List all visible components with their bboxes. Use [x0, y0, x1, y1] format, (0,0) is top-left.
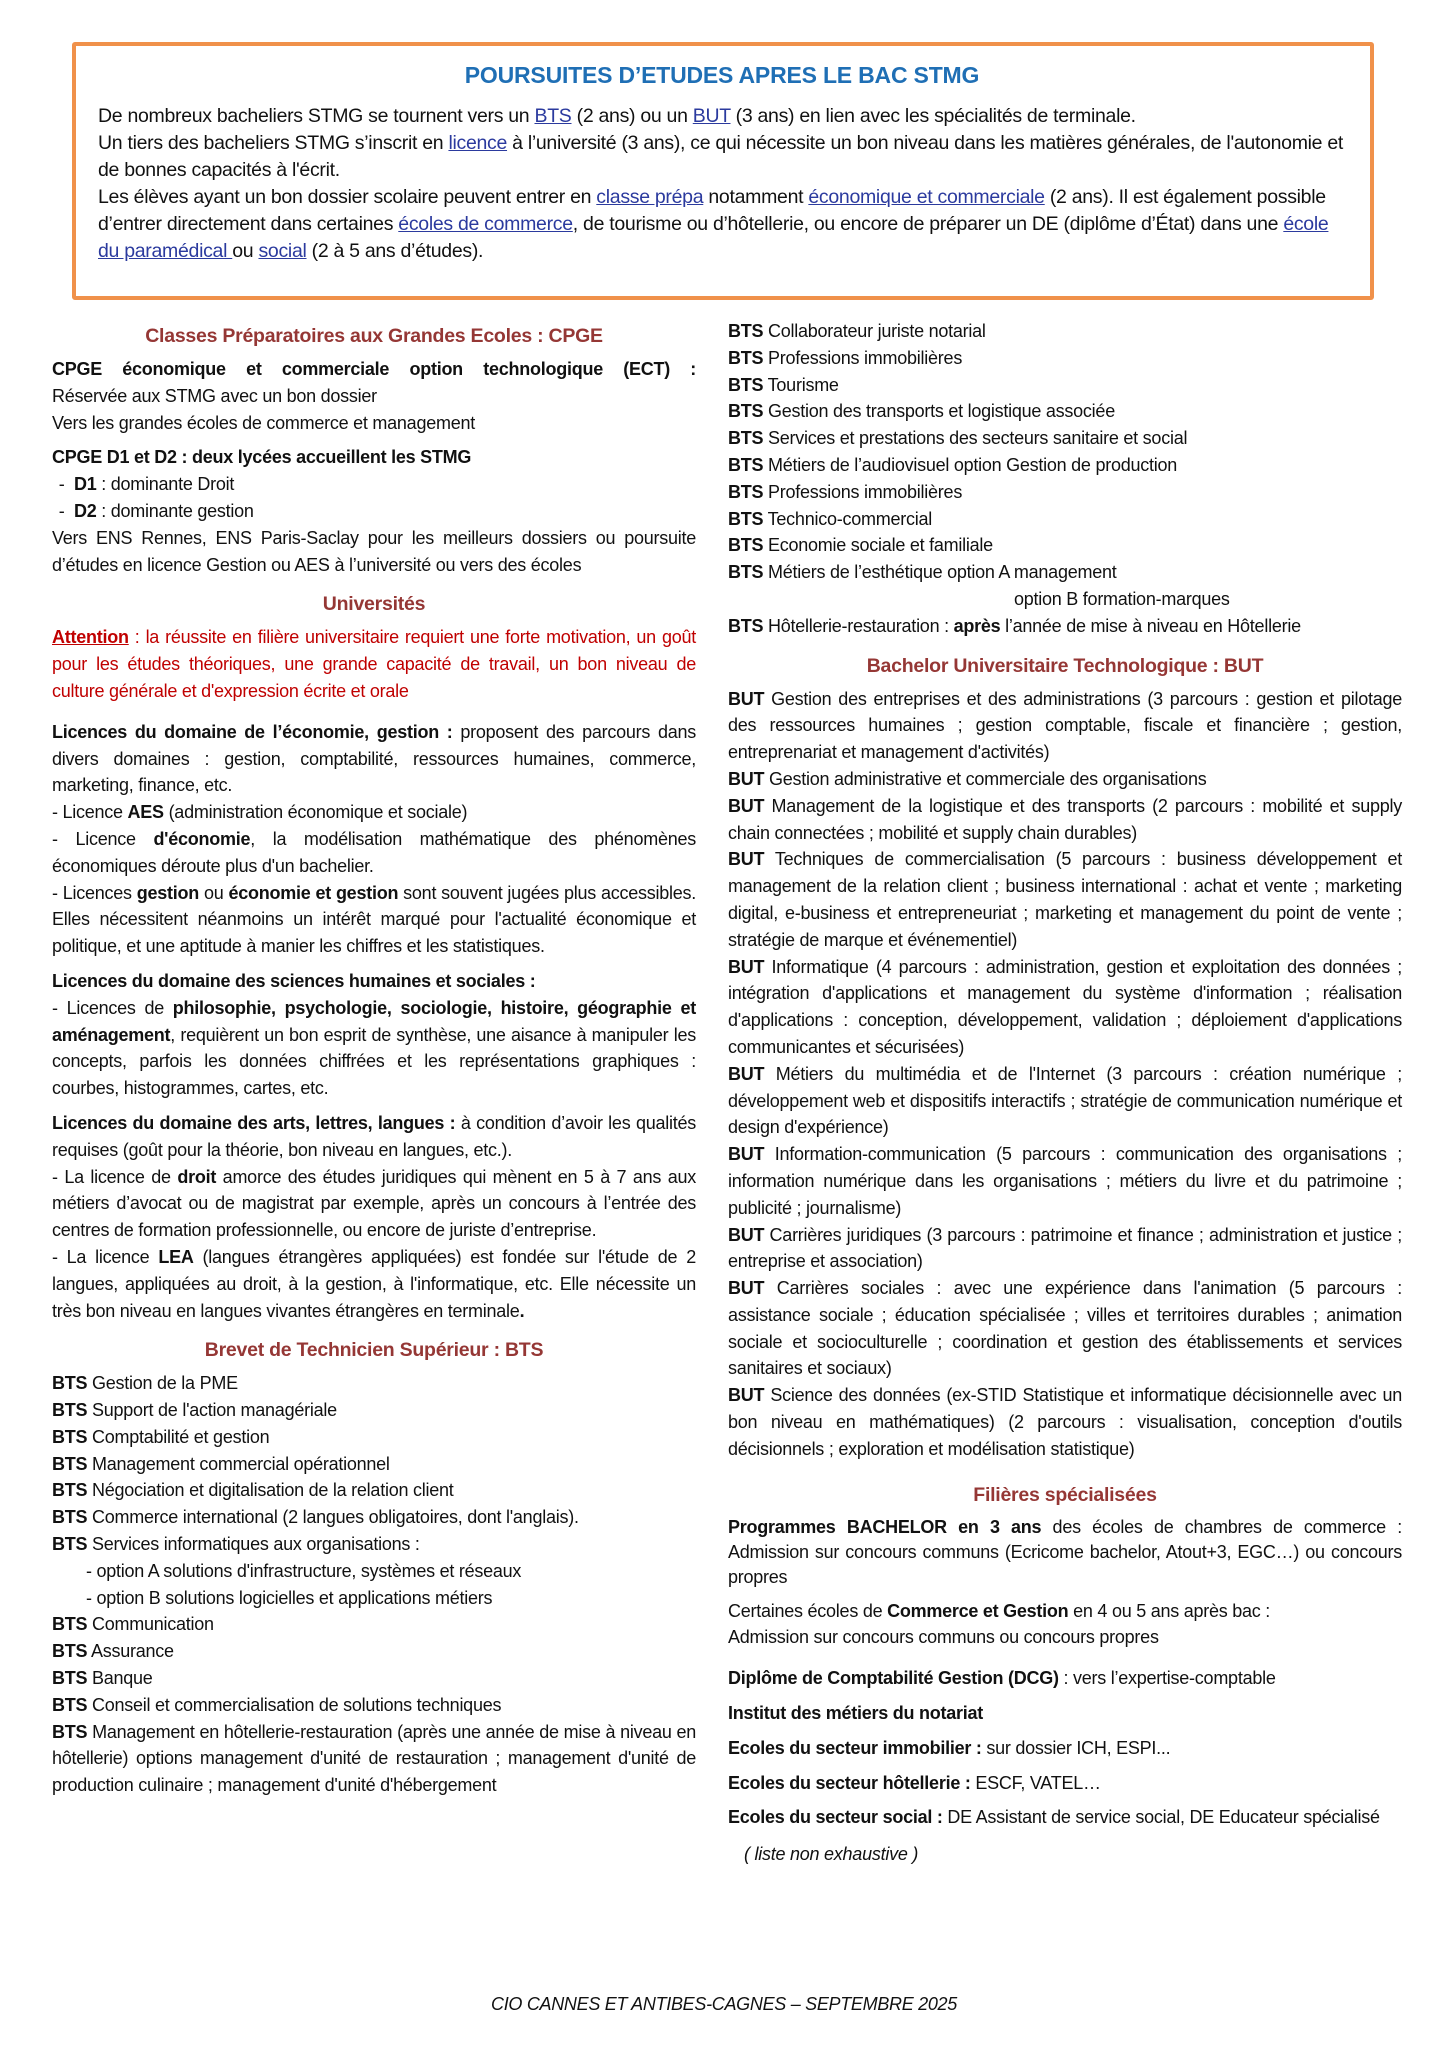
- licence-shs-title: Licences du domaine des sciences humaines et sociales :: [52, 970, 536, 991]
- attention-notice: Attention : la réussite en filière universitaire requiert une forte motivation, un goût pour les études théoriques, une grande capacité de travail, un bon niveau de culture générale et d'expression écrite et orale: [52, 627, 696, 701]
- bts-item: BTS Services informatiques aux organisations :: [52, 1534, 420, 1555]
- bts-item: BTS Services et prestations des secteurs sanitaire et social: [728, 428, 1188, 449]
- cpge-d2: - D2 : dominante gestion: [54, 500, 254, 521]
- bts-item: BTS Métiers de l’esthétique option A management: [728, 562, 1117, 583]
- bts-item: BTS Communication: [52, 1614, 214, 1635]
- bts-item: BTS Professions immobilières: [728, 347, 963, 368]
- section-heading-cpge: Classes Préparatoires aux Grandes Ecoles : CPGE: [145, 325, 603, 347]
- bts-item: BTS Economie sociale et familiale: [728, 535, 993, 556]
- section-heading-universites: Universités: [322, 593, 426, 616]
- cpge-ect-title: CPGE économique et commerciale option technologique (ECT) :: [52, 359, 696, 379]
- cpge-ect-line-2: Vers les grandes écoles de commerce et management: [52, 412, 475, 433]
- filiere-commerce-gestion: Certaines écoles de Commerce et Gestion en 4 ou 5 ans après bac :: [728, 1600, 1271, 1621]
- but-item: BUT Gestion des entreprises et des administrations (3 parcours : gestion et pilotage des ressources humaines ; gestion comptable, fiscale et financière ; gestion, entreprenariat et management d'activités): [728, 688, 1402, 763]
- filiere-immobilier: Ecoles du secteur immobilier : sur dossier ICH, ESPI...: [728, 1737, 1171, 1758]
- link-social[interactable]: social: [258, 240, 307, 262]
- bts-item: BTS Gestion de la PME: [52, 1373, 238, 1394]
- bts-item: BTS Management en hôtellerie-restauration (après une année de mise à niveau en hôtellerie) options management d'unité de restauration ; management d'unité de production culinaire ; management d'unité d'hébergement: [52, 1721, 696, 1796]
- bts-item: BTS Gestion des transports et logistique associée: [728, 401, 1115, 422]
- bts-list-left: [52, 1370, 696, 1558]
- bts-esthetique-option-b: option B formation-marques: [1014, 588, 1230, 609]
- bts-item: BTS Management commercial opérationnel: [52, 1453, 390, 1474]
- but-item: BUT Techniques de commercialisation (5 parcours : business développement et management de la relation client ; business international : achat et vente ; marketing digital, e-business et entrepreneuriat ; marketing et management du point de vente ; stratégie de marque et événementiel): [728, 849, 1402, 950]
- licence-gestion: - Licences gestion ou économie et gestion sont souvent jugées plus accessibles. Elles nécessitent néanmoins un intérêt marqué pour l'actualité économique et politique, et une aptitude à manier les chiffres et les statistiques.: [52, 882, 696, 957]
- filiere-bachelor: Programmes BACHELOR en 3 ans des écoles de chambres de commerce : Admission sur concours communs (Ecricome bachelor, Atout+3, EGC…) ou concours propres: [728, 1516, 1402, 1587]
- bts-item: BTS Support de l'action managériale: [52, 1400, 337, 1421]
- bts-item: BTS Tourisme: [728, 374, 839, 395]
- filiere-hotellerie: Ecoles du secteur hôtellerie : ESCF, VATEL…: [728, 1772, 1101, 1793]
- licence-droit: - La licence de droit amorce des études juridiques qui mènent en 5 à 7 ans aux métiers d’avocat ou de magistrat par exemple, après un concours à l’entrée des centres de formation professionnelle, ou encore de juriste d’entreprise.: [52, 1166, 696, 1241]
- cpge-ect-line-1: Réservée aux STMG avec un bon dossier: [52, 385, 377, 406]
- right-column: [728, 318, 1402, 1868]
- filiere-notariat: Institut des métiers du notariat: [728, 1703, 984, 1724]
- link-economique-commerciale[interactable]: économique et commerciale: [808, 186, 1045, 208]
- intro-paragraph-1: De nombreux bacheliers STMG se tournent vers un BTS (2 ans) ou un BUT (3 ans) en lien avec les spécialités de terminale.: [98, 105, 1136, 127]
- bts-item: BTS Négociation et digitalisation de la relation client: [52, 1480, 454, 1501]
- filiere-commerce-admission: Admission sur concours communs ou concours propres: [728, 1627, 1159, 1648]
- filiere-social: Ecoles du secteur social : DE Assistant de service social, DE Educateur spécialisé: [728, 1807, 1380, 1828]
- but-item: BUT Management de la logistique et des transports (2 parcours : mobilité et supply chain connectées ; mobilité et supply chain durables): [728, 795, 1402, 843]
- cpge-d-title: CPGE D1 et D2 : deux lycées accueillent les STMG: [52, 447, 472, 468]
- cpge-d1: - D1 : dominante Droit: [54, 474, 235, 495]
- link-ecoles-commerce[interactable]: écoles de commerce: [398, 213, 573, 235]
- but-item: BUT Information-communication (5 parcours : communication des organisations ; information numérique dans les organisations ; métiers du livre et du patrimoine ; publicité ; journalisme): [728, 1144, 1402, 1218]
- bts-item: BTS Assurance: [52, 1641, 174, 1662]
- filiere-dcg: Diplôme de Comptabilité Gestion (DCG) : vers l’expertise-comptable: [728, 1668, 1276, 1689]
- bts-sio-options: [52, 1558, 696, 1612]
- section-heading-but: Bachelor Universitaire Technologique : BUT: [866, 654, 1264, 677]
- bts-item: BTS Banque: [52, 1668, 153, 1689]
- bts-item: BTS Comptabilité et gestion: [52, 1426, 270, 1447]
- footer: CIO CANNES ET ANTIBES-CAGNES – SEPTEMBRE 2025: [491, 1994, 957, 2014]
- bts-item: BTS Métiers de l’audiovisuel option Gestion de production: [728, 454, 1178, 475]
- intro-box: [72, 42, 1374, 300]
- bts-item: BTS Technico-commercial: [728, 508, 932, 529]
- intro-paragraph-3: Les élèves ayant un bon dossier scolaire peuvent entrer en classe prépa notamment économique et commerciale (2 ans). Il est également possible d’entrer directement dans certaines écoles de commerce, de tourisme ou d’hôtellerie, ou encore de préparer un DE (diplôme d’État) dans une école du paramédical ou social (2 à 5 ans d’études).: [98, 186, 1329, 262]
- link-ecole-paramedical[interactable]: école du paramédical: [98, 213, 1329, 262]
- bts-item: BTS Commerce international (2 langues obligatoires, dont l'anglais).: [52, 1507, 579, 1528]
- but-item: BUT Informatique (4 parcours : administration, gestion et exploitation des données ; intégration d'applications et management du système d'information ; réalisation d'applications : conception, développement, validation ; déploiement d'applications communicantes et sécurisées): [728, 956, 1402, 1057]
- page-title: POURSUITES D’ETUDES APRES LE BAC STMG: [464, 62, 980, 88]
- bts-hotellerie-restauration: BTS Hôtellerie-restauration : après l’année de mise à niveau en Hôtellerie: [728, 615, 1301, 636]
- licence-lea: - La licence LEA (langues étrangères appliquées) est fondée sur l'étude de 2 langues, appliquées au droit, à la gestion, à l'informatique, etc. Elle nécessite un très bon niveau en langues vivantes étrangères en terminale.: [52, 1246, 696, 1321]
- but-item: BUT Science des données (ex-STID Statistique et informatique décisionnelle avec un bon niveau en mathématiques) (2 parcours : visualisation, conception d'outils décisionnels ; exploration et modélisation statistique): [728, 1385, 1402, 1459]
- licence-all-intro: Licences du domaine des arts, lettres, langues : à condition d’avoir les qualités requises (goût pour la théorie, bon niveau en langues, etc.).: [52, 1112, 696, 1160]
- bts-sio-option: - option B solutions logicielles et applications métiers: [86, 1587, 493, 1608]
- bts-list-right: [728, 318, 1402, 586]
- link-classe-prepa[interactable]: classe prépa: [596, 186, 704, 208]
- licence-aes: - Licence AES (administration économique et sociale): [52, 802, 468, 823]
- intro-text: [98, 103, 1346, 265]
- bts-sio-option: - option A solutions d'infrastructure, systèmes et réseaux: [86, 1560, 522, 1581]
- licence-economie: - Licence d'économie, la modélisation mathématique des phénomènes économiques déroute plus d'un bachelier.: [52, 828, 696, 876]
- bts-item: BTS Collaborateur juriste notarial: [728, 321, 986, 341]
- but-item: BUT Gestion administrative et commerciale des organisations: [728, 768, 1207, 789]
- bts-list-left-2: [52, 1611, 696, 1799]
- left-column: [52, 318, 696, 1799]
- section-heading-bts: Brevet de Technicien Supérieur : BTS: [204, 1339, 544, 1362]
- but-list: [728, 686, 1402, 1463]
- link-licence[interactable]: licence: [448, 132, 508, 154]
- but-item: BUT Métiers du multimédia et de l'Internet (3 parcours : création numérique ; développement web et dispositifs interactifs ; stratégie de communication numérique et design d'expérience): [728, 1063, 1402, 1138]
- link-bts[interactable]: BTS: [534, 105, 572, 127]
- link-but[interactable]: BUT: [692, 105, 731, 127]
- licence-shs-text: - Licences de philosophie, psychologie, sociologie, histoire, géographie et aménagement, requièrent un bon esprit de synthèse, une aisance à manipuler les concepts, parfois les données chiffrées et les représentations graphiques : courbes, histogrammes, cartes, etc.: [52, 997, 696, 1099]
- but-item: BUT Carrières sociales : avec une expérience dans l'animation (5 parcours : assistance sociale ; éducation spécialisée ; villes et territoires durables ; animation sociale et socioculturelle ; coordination et gestion des établissements et services sanitaires et sociaux): [728, 1278, 1402, 1379]
- licence-eco-intro: Licences du domaine de l’économie, gestion : proposent des parcours dans divers domaines : gestion, comptabilité, ressources humaines, commerce, marketing, finance, etc.: [52, 721, 696, 796]
- bts-item: BTS Conseil et commercialisation de solutions techniques: [52, 1694, 502, 1715]
- intro-paragraph-2: Un tiers des bacheliers STMG s’inscrit en licence à l’université (3 ans), ce qui nécessite un bon niveau dans les matières générales, de l'autonomie et de bonnes capacités à l'écrit.: [98, 132, 1344, 181]
- section-heading-filieres: Filières spécialisées: [973, 1483, 1157, 1506]
- bts-item: BTS Professions immobilières: [728, 481, 963, 502]
- cpge-d-outcome: Vers ENS Rennes, ENS Paris-Saclay pour les meilleurs dossiers ou poursuite d’études en licence Gestion ou AES à l’université ou vers des écoles: [52, 527, 696, 575]
- but-item: BUT Carrières juridiques (3 parcours : patrimoine et finance ; administration et justice ; entreprise et association): [728, 1224, 1402, 1272]
- non-exhaustive-note: ( liste non exhaustive ): [744, 1844, 919, 1865]
